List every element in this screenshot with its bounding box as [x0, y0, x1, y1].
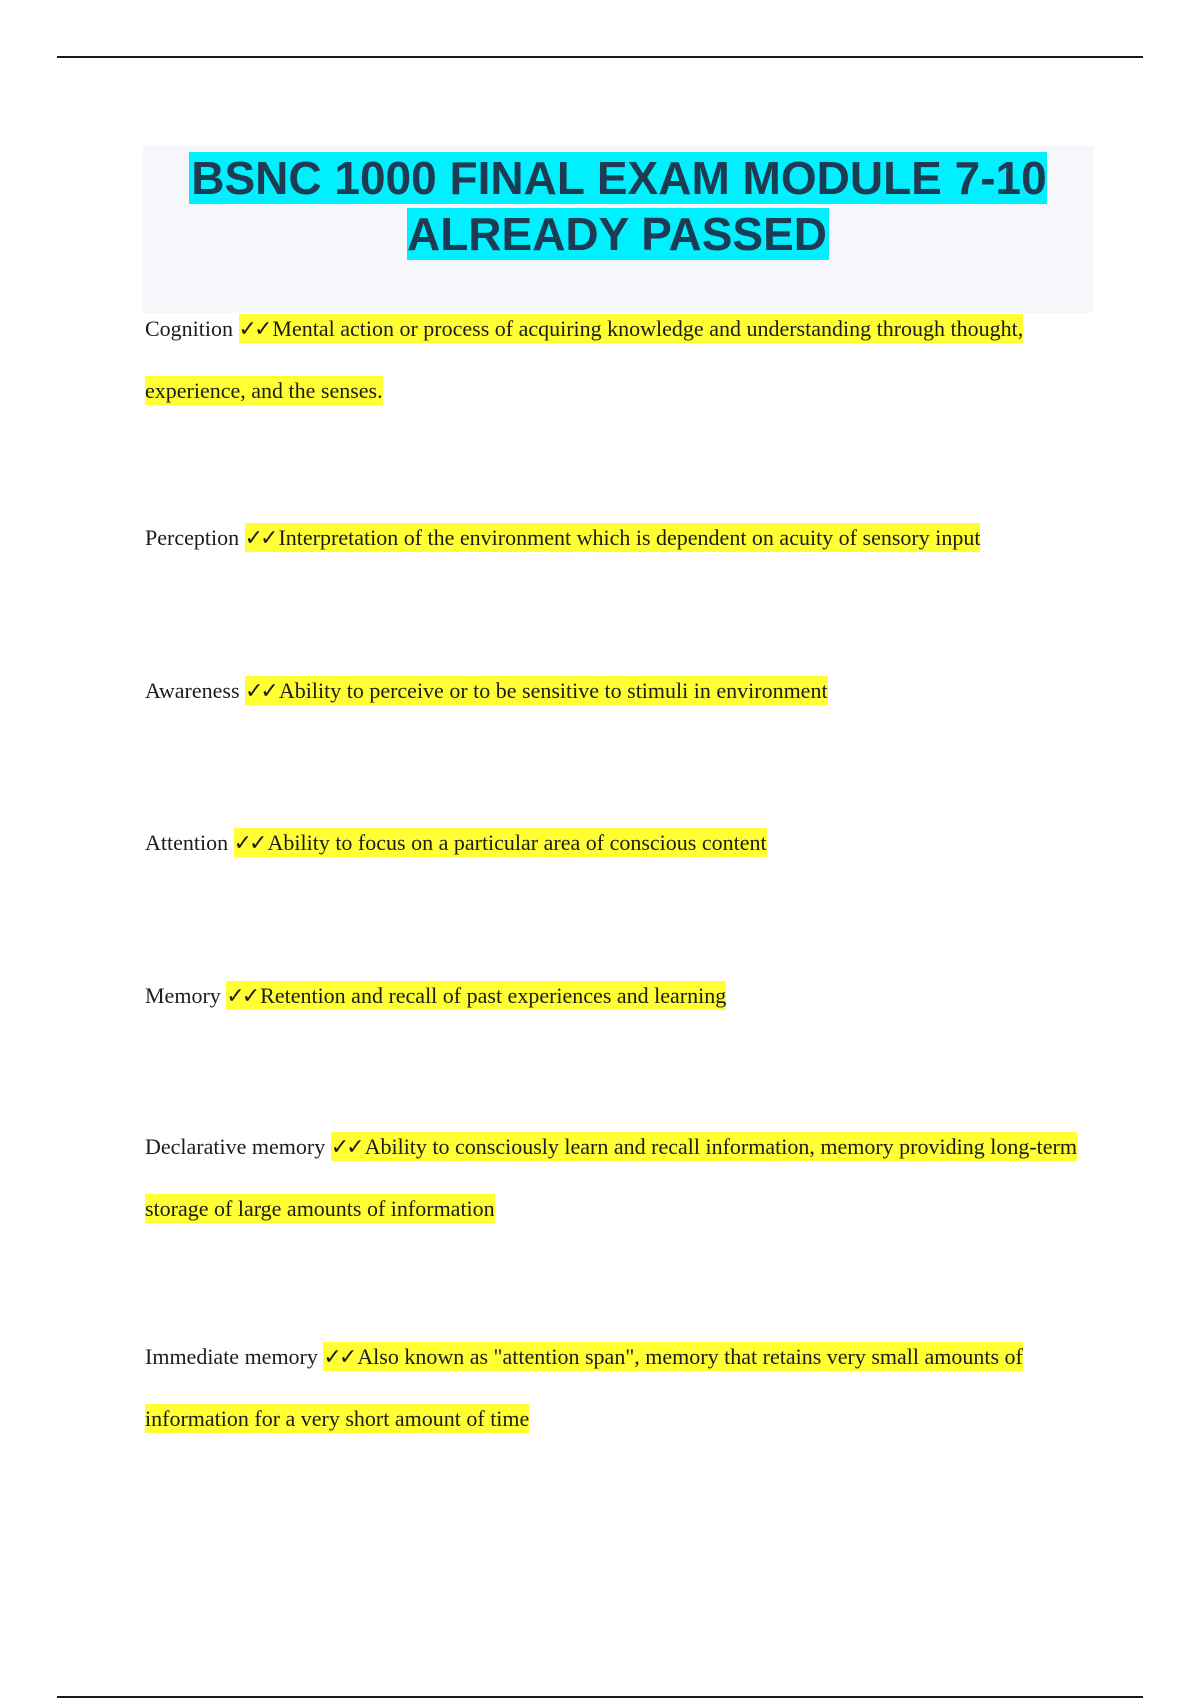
- definition-highlight: [145, 314, 1023, 405]
- top-rule: [57, 56, 1143, 58]
- term: Immediate memory: [145, 1344, 318, 1369]
- entry-memory: [145, 965, 1095, 1027]
- definition-highlight: [245, 676, 828, 705]
- term: Declarative memory: [145, 1134, 326, 1159]
- entry-attention: [145, 812, 1095, 874]
- page-title: [143, 146, 1093, 262]
- title-block: [143, 146, 1093, 313]
- entry-declarative-memory: [145, 1116, 1095, 1239]
- definition-highlight: [234, 828, 767, 857]
- double-check-icon: ✓✓: [330, 1135, 362, 1160]
- title-highlight: BSNC 1000 FINAL EXAM MODULE 7-10 ALREADY PASSED: [191, 152, 1047, 260]
- definition: Ability to focus on a particular area of conscious content: [267, 830, 767, 855]
- double-check-icon: ✓✓: [233, 831, 265, 856]
- term: Awareness: [145, 678, 240, 703]
- double-check-icon: ✓✓: [226, 984, 258, 1009]
- definition: Interpretation of the environment which is dependent on acuity of sensory input: [278, 525, 981, 550]
- double-check-icon: ✓✓: [238, 317, 270, 342]
- definition-highlight: [245, 523, 981, 552]
- definition: Also known as "attention span", memory that retains very small amounts of information for a very short amount of time: [145, 1344, 1023, 1431]
- bottom-rule: [57, 1696, 1143, 1698]
- definition: Ability to consciously learn and recall information, memory providing long-term storage of large amounts of information: [145, 1134, 1077, 1221]
- definition-highlight: [226, 981, 726, 1010]
- double-check-icon: ✓✓: [323, 1345, 355, 1370]
- definition: Ability to perceive or to be sensitive to stimuli in environment: [278, 678, 828, 703]
- double-check-icon: ✓✓: [244, 526, 276, 551]
- entry-awareness: [145, 660, 1095, 722]
- definition: Mental action or process of acquiring knowledge and understanding through thought, experience, and the senses.: [145, 316, 1024, 403]
- entry-perception: [145, 507, 1095, 569]
- entry-cognition: [145, 298, 1095, 421]
- term: Cognition: [145, 316, 234, 341]
- double-check-icon: ✓✓: [245, 679, 276, 704]
- term: Perception: [145, 525, 240, 550]
- definition: Retention and recall of past experiences and learning: [260, 983, 727, 1008]
- term: Memory: [145, 983, 221, 1008]
- entry-immediate-memory: [145, 1326, 1095, 1449]
- term: Attention: [145, 830, 229, 855]
